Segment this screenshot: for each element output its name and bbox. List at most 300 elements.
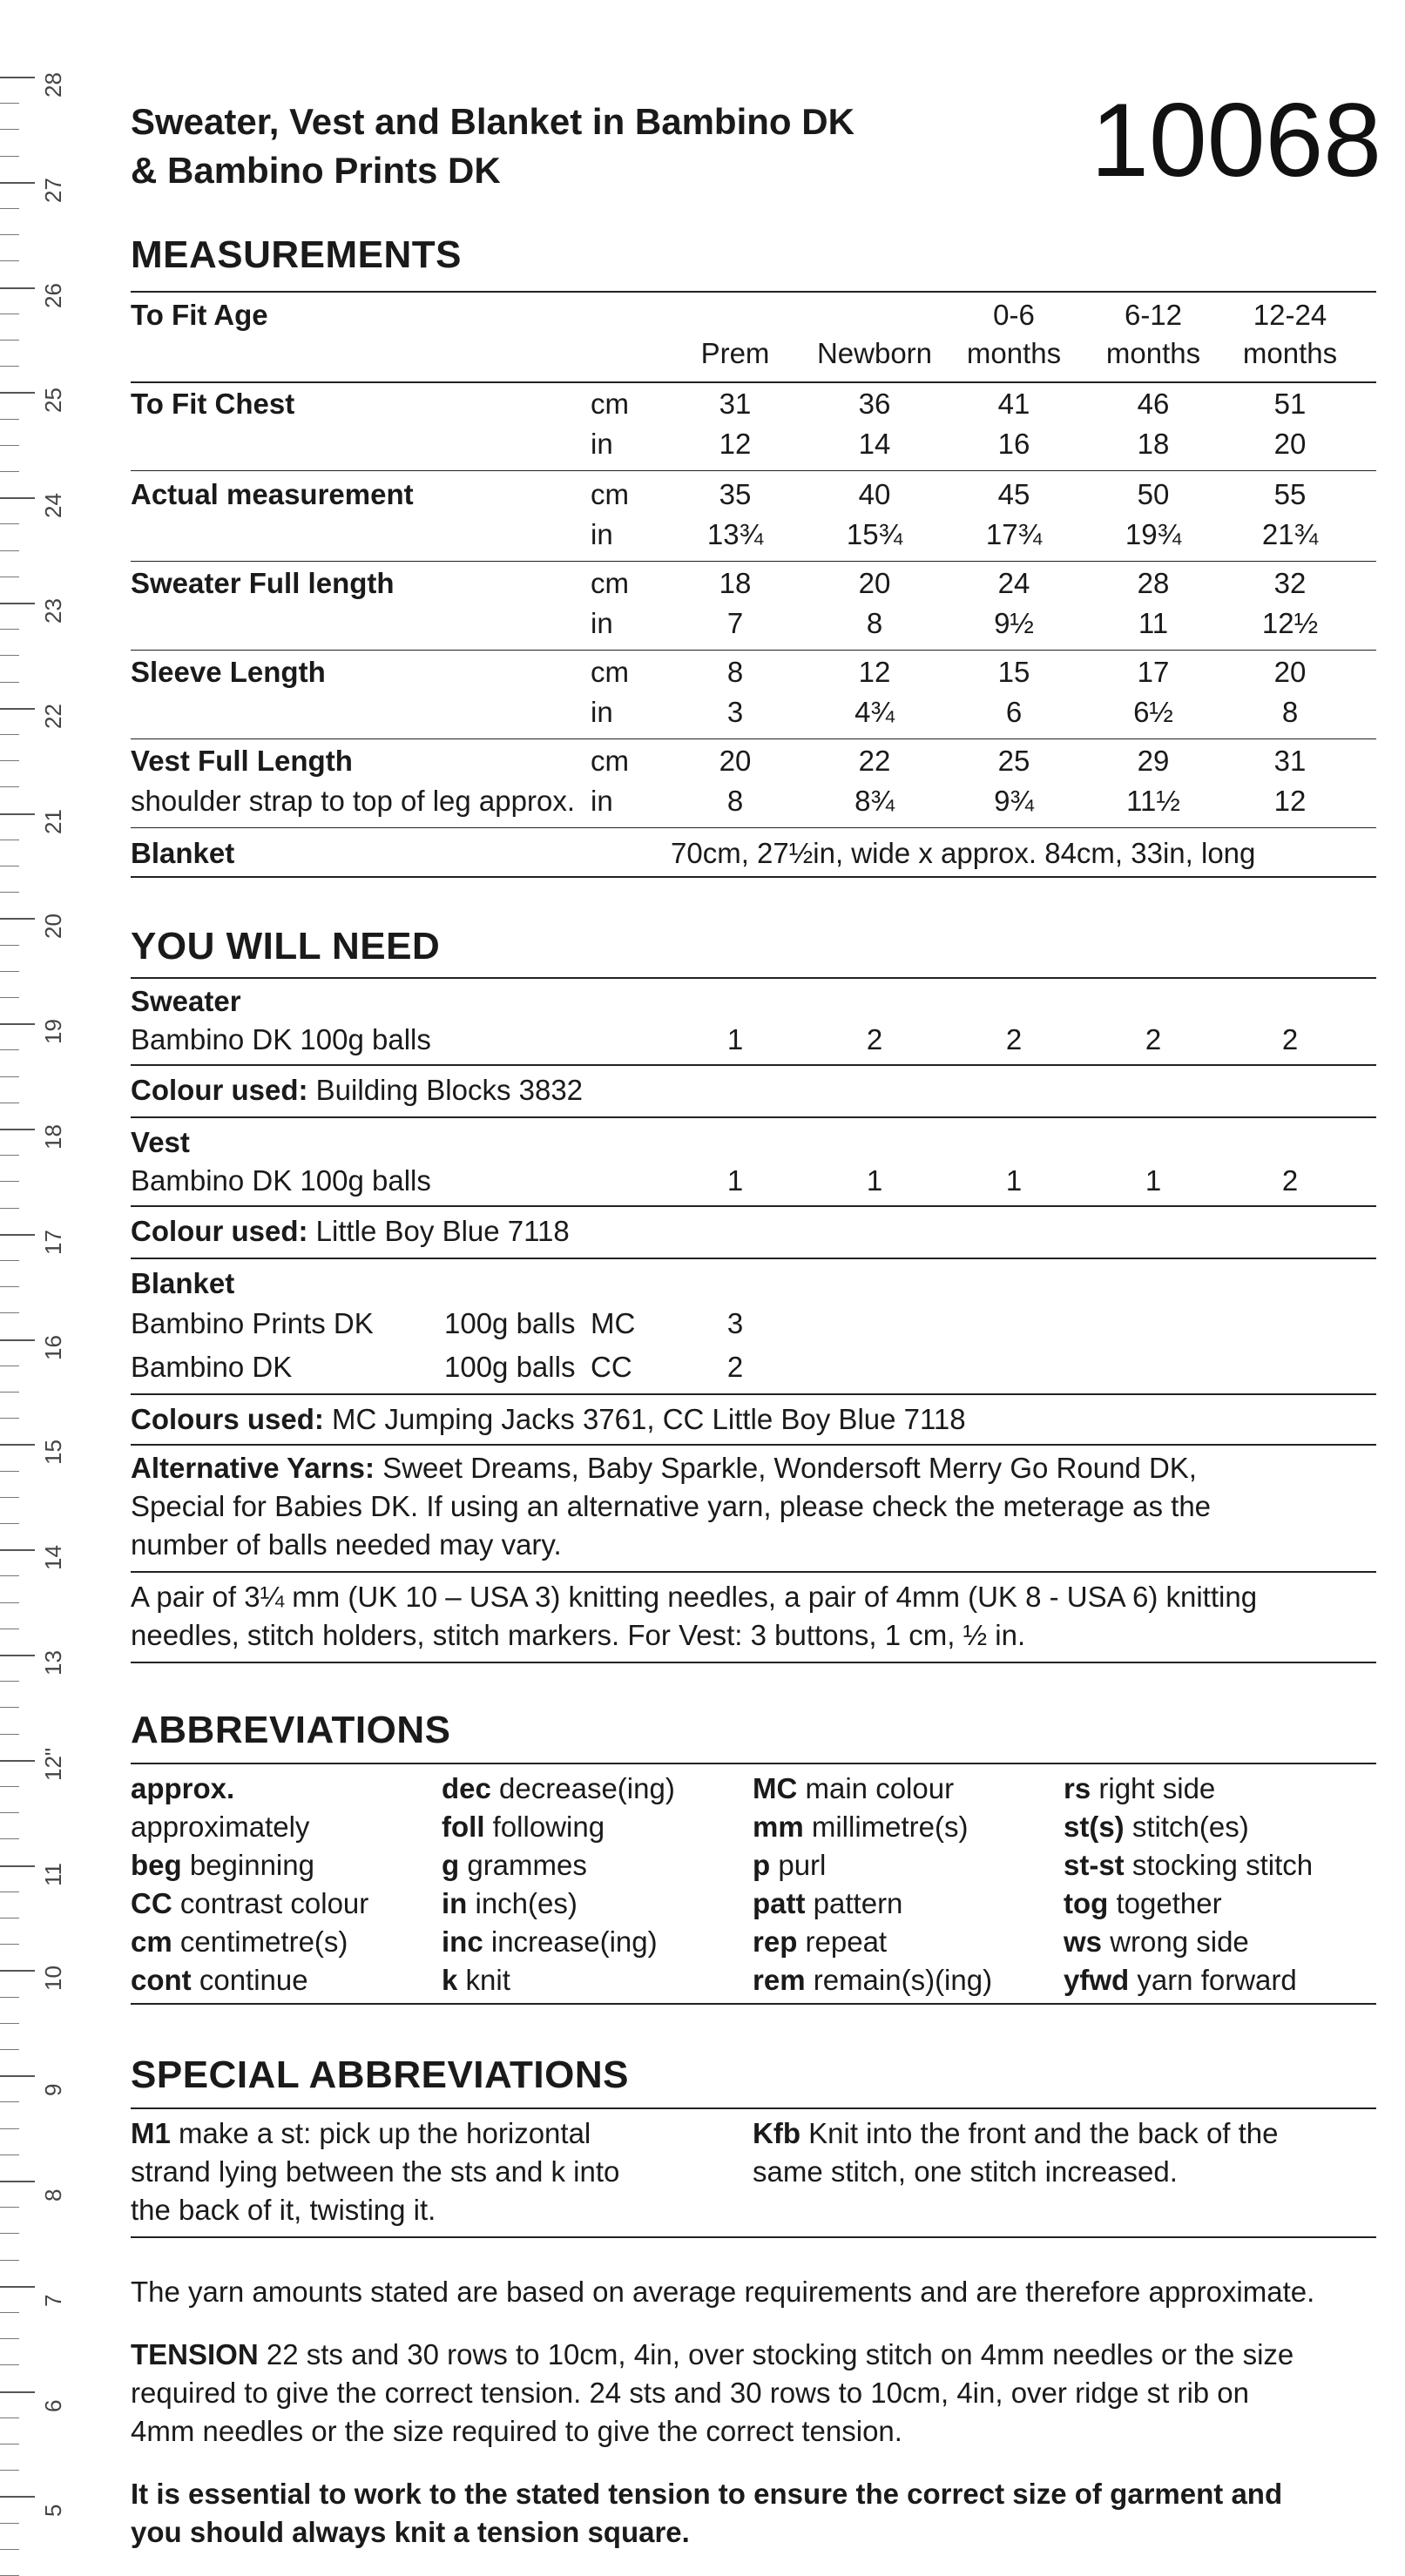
vest-yarn: Bambino DK 100g balls (131, 1164, 431, 1197)
blanket-size-value: 70cm, 27½in, wide x approx. 84cm, 33in, long (671, 837, 1256, 869)
ruler-minor-tick (0, 2338, 19, 2339)
abbreviation-term: k (442, 1964, 458, 1996)
measurement-cm-value: 12 (858, 656, 891, 688)
yarn-note: The yarn amounts stated are based on average requirements and are therefore approximate. (131, 2276, 1315, 2308)
abbreviation-meaning: right side (1091, 1772, 1216, 1804)
abbreviation-entry (1064, 1923, 1249, 1961)
divider (131, 1258, 1376, 1259)
sweater-qty: 1 (726, 1023, 744, 1055)
alternative-yarns-line-2: Special for Babies DK. If using an alternative yarn, please check the meterage as the (131, 1490, 1212, 1522)
ruler-minor-tick (0, 103, 19, 104)
title-line-1: Sweater, Vest and Blanket in Bambino DK (131, 101, 854, 142)
blanket-colours (131, 1400, 966, 1439)
abbreviation-meaning: wrong side (1102, 1925, 1249, 1958)
age-header-top: 12-24 (1253, 299, 1327, 331)
measurement-in-value: 6½ (1133, 696, 1173, 728)
ruler-minor-tick (0, 1786, 19, 1787)
abbreviation-term: p (753, 1849, 771, 1881)
ruler-tick (0, 1444, 35, 1446)
measurements-heading: MEASUREMENTS (131, 233, 463, 276)
abbreviation-meaning: approximately (131, 1811, 310, 1843)
measurement-cm-value: 25 (997, 745, 1030, 777)
vest-qty: 2 (1281, 1164, 1299, 1197)
ruler-minor-tick (0, 2364, 19, 2365)
ruler-minor-tick (0, 2444, 19, 2445)
abbreviation-meaning: stocking stitch (1124, 1849, 1314, 1881)
alternative-yarns (131, 1449, 1197, 1487)
ruler-tick (0, 603, 35, 604)
ruler-minor-tick (0, 1707, 19, 1708)
abbreviation-term: in (442, 1887, 468, 1919)
measurement-in-value: 4¾ (854, 696, 895, 728)
measurement-in-value: 9½ (994, 607, 1034, 639)
divider (131, 1444, 1376, 1446)
abbreviation-term: ws (1064, 1925, 1103, 1958)
ruler-minor-tick (0, 1997, 19, 1998)
ruler-minor-tick (0, 1286, 19, 1287)
abbreviation-entry (131, 1770, 234, 1808)
abbreviation-meaning: pattern (805, 1887, 903, 1919)
abbreviation-term: rem (753, 1964, 806, 1996)
ruler-minor-tick (0, 366, 19, 367)
blanket-yarn-1-qty: 3 (726, 1307, 744, 1339)
divider (131, 1064, 1376, 1066)
measurement-cm-value: 50 (1137, 478, 1170, 510)
abbreviation-entry (131, 1846, 314, 1885)
ruler-tick (0, 1865, 35, 1867)
ruler-minor-tick (0, 208, 19, 209)
blanket-yarn-1-code: MC (591, 1307, 636, 1339)
measurement-cm-value: 46 (1137, 388, 1170, 420)
special-abbreviations-heading: SPECIAL ABBREVIATIONS (131, 2053, 629, 2096)
measurement-in-value: 9¾ (994, 785, 1034, 817)
m1-line-3: the back of it, twisting it. (131, 2194, 436, 2226)
ruler-tick (0, 1655, 35, 1656)
measurement-in-value: 8¾ (854, 785, 895, 817)
abbreviation-meaning: centimetre(s) (172, 1925, 348, 1958)
abbreviation-entry (753, 1808, 969, 1846)
ruler-tick (0, 182, 35, 184)
ruler-number: 5 (40, 2504, 66, 2518)
age-header-bottom: Prem (700, 337, 770, 369)
ruler-number: 25 (40, 388, 66, 414)
measurement-cm-value: 41 (997, 388, 1030, 420)
ruler-minor-tick (0, 2023, 19, 2024)
unit-cm: cm (591, 567, 629, 599)
alternative-yarns-line-1: Sweet Dreams, Baby Sparkle, Wondersoft Merry Go Round DK, (375, 1452, 1197, 1484)
ruler-number: 26 (40, 282, 66, 308)
measurement-cm-value: 28 (1137, 567, 1170, 599)
divider (131, 2107, 1376, 2109)
abbreviation-meaning: millimetre(s) (803, 1811, 969, 1843)
colour-used-value: Building Blocks 3832 (307, 1074, 584, 1106)
title-line-2: & Bambino Prints DK (131, 150, 501, 191)
vest-colour (131, 1212, 570, 1251)
measurement-cm-value: 20 (858, 567, 891, 599)
measurement-in-value: 17¾ (985, 518, 1043, 550)
colours-used-label: Colours used: (131, 1403, 324, 1435)
m1-line-1: make a st: pick up the horizontal (170, 2117, 591, 2149)
divider (131, 2236, 1376, 2238)
ruler-minor-tick (0, 1812, 19, 1813)
measurement-cm-value: 20 (1273, 656, 1307, 688)
abbreviation-meaning: grammes (459, 1849, 587, 1881)
ruler-number: 27 (40, 177, 66, 203)
divider (131, 2003, 1376, 2005)
abbreviation-entry (1064, 1770, 1215, 1808)
ruler-minor-tick (0, 129, 19, 130)
abbreviation-term: st-st (1064, 1849, 1125, 1881)
abbreviation-meaning: following (484, 1811, 605, 1843)
divider (131, 291, 1376, 293)
ruler-tick (0, 1129, 35, 1130)
ruler-tick (0, 1234, 35, 1236)
measurement-in-value: 11 (1138, 607, 1169, 639)
divider (131, 1662, 1376, 1663)
vest-label: Vest (131, 1126, 190, 1158)
measurement-label: Sweater Full length (131, 567, 395, 599)
measurement-in-value: 15¾ (846, 518, 903, 550)
abbreviation-entry (442, 1770, 675, 1808)
m1-definition (131, 2114, 591, 2153)
ruler-minor-tick (0, 1602, 19, 1603)
colours-used-value: MC Jumping Jacks 3761, CC Little Boy Blue 7118 (323, 1403, 966, 1435)
abbreviation-entry (131, 1923, 348, 1961)
kfb-definition (753, 2114, 1279, 2153)
age-header-bottom: Newborn (816, 337, 933, 369)
blanket-label: Blanket (131, 1267, 235, 1299)
tension-line-1 (131, 2336, 1294, 2374)
age-header-bottom: months (1105, 337, 1201, 369)
abbreviation-entry (753, 1770, 954, 1808)
you-will-need-heading: YOU WILL NEED (131, 925, 441, 968)
abbreviation-term: beg (131, 1849, 182, 1881)
abbreviation-entry (753, 1846, 826, 1885)
unit-in: in (591, 696, 613, 728)
measurement-cm-value: 31 (719, 388, 752, 420)
ruler-number: 12" (40, 1747, 66, 1781)
age-header-top: 0-6 (993, 299, 1035, 331)
ruler-minor-tick (0, 2049, 19, 2050)
measurement-in-value: 21¾ (1261, 518, 1319, 550)
divider (131, 1393, 1376, 1395)
abbreviation-term: MC (753, 1772, 798, 1804)
measurement-in-value: 18 (1137, 428, 1170, 460)
measurement-sublabel: shoulder strap to top of leg approx. (131, 785, 575, 817)
ruler-minor-tick (0, 550, 19, 551)
abbreviation-term: rep (753, 1925, 798, 1958)
abbreviation-entry (1064, 1808, 1249, 1846)
ruler-minor-tick (0, 734, 19, 735)
measurement-in-value: 7 (726, 607, 744, 639)
measurement-in-value: 8 (866, 607, 883, 639)
ruler-number: 19 (40, 1019, 66, 1045)
ruler-minor-tick (0, 760, 19, 761)
ruler-minor-tick (0, 523, 19, 524)
ruler-minor-tick (0, 234, 19, 235)
ruler-number: 28 (40, 72, 66, 98)
vest-qty: 1 (866, 1164, 883, 1197)
measurement-in-value: 19¾ (1125, 518, 1182, 550)
ruler-minor-tick (0, 866, 19, 867)
ruler-minor-tick (0, 997, 19, 998)
abbreviation-meaning: together (1108, 1887, 1222, 1919)
ruler-minor-tick (0, 682, 19, 683)
kfb-label: Kfb (753, 2117, 800, 2149)
ruler-minor-tick (0, 1392, 19, 1393)
ruler-minor-tick (0, 1523, 19, 1524)
ruler-minor-tick (0, 2101, 19, 2102)
ruler-tick (0, 1339, 35, 1341)
abbreviation-term: st(s) (1064, 1811, 1125, 1843)
measurement-in-value: 8 (1281, 696, 1299, 728)
ruler-minor-tick (0, 1312, 19, 1313)
abbreviation-meaning: main colour (797, 1772, 955, 1804)
ruler-minor-tick (0, 1575, 19, 1576)
abbreviation-entry (442, 1808, 605, 1846)
ruler-minor-tick (0, 260, 19, 261)
abbreviation-term: approx. (131, 1772, 235, 1804)
age-header-top: 6-12 (1124, 299, 1183, 331)
measurement-label: To Fit Chest (131, 388, 295, 420)
abbreviation-entry (442, 1961, 510, 1999)
measurement-cm-value: 31 (1273, 745, 1307, 777)
abbreviation-term: yfwd (1064, 1964, 1130, 1996)
pattern-title (131, 98, 854, 195)
unit-cm: cm (591, 388, 629, 420)
measurement-cm-value: 40 (858, 478, 891, 510)
sweater-qty: 2 (866, 1023, 883, 1055)
sweater-label: Sweater (131, 985, 241, 1017)
ruler-minor-tick (0, 2523, 19, 2524)
abbreviation-term: cont (131, 1964, 192, 1996)
ruler-minor-tick (0, 1497, 19, 1498)
age-header-bottom: months (966, 337, 1062, 369)
measurement-in-value: 14 (858, 428, 891, 460)
vest-qty: 1 (726, 1164, 744, 1197)
divider (131, 977, 1376, 979)
measurement-cm-value: 24 (997, 567, 1030, 599)
abbreviation-meaning: decrease(ing) (490, 1772, 675, 1804)
age-label: To Fit Age (131, 299, 268, 331)
ruler-tick (0, 1549, 35, 1551)
measurement-in-value: 11½ (1126, 785, 1180, 817)
abbreviation-entry (753, 1961, 992, 1999)
ruler-number: 8 (40, 2188, 66, 2202)
ruler-tick (0, 813, 35, 815)
measurement-cm-value: 8 (726, 656, 744, 688)
ruler-minor-tick (0, 471, 19, 472)
essential-line-1: It is essential to work to the stated tension to ensure the correct size of garment and (131, 2478, 1283, 2510)
essential-line-2: you should always knit a tension square. (131, 2516, 690, 2548)
unit-cm: cm (591, 745, 629, 777)
measurement-cm-value: 35 (719, 478, 752, 510)
colour-used-label: Colour used: (131, 1074, 308, 1106)
ruler-minor-tick (0, 2128, 19, 2129)
blanket-size-label: Blanket (131, 837, 235, 869)
ruler-tick (0, 1970, 35, 1972)
abbreviation-meaning: yarn forward (1129, 1964, 1297, 1996)
ruler-number: 11 (40, 1862, 66, 1886)
abbreviation-entry (1064, 1961, 1297, 1999)
ruler-number: 14 (40, 1545, 66, 1571)
ruler-minor-tick (0, 945, 19, 946)
abbreviation-term: g (442, 1849, 460, 1881)
kfb-line-2: same stitch, one stitch increased. (753, 2155, 1178, 2188)
ruler-tick (0, 392, 35, 394)
blanket-yarn-2: Bambino DK (131, 1351, 293, 1383)
ruler-tick (0, 2391, 35, 2393)
ruler-minor-tick (0, 1260, 19, 1261)
blanket-yarn-1-weight: 100g balls (444, 1307, 576, 1339)
measurement-in-value: 13¾ (706, 518, 764, 550)
abbreviation-entry (131, 1885, 368, 1923)
abbreviation-meaning: increase(ing) (483, 1925, 658, 1958)
abbreviation-entry (442, 1885, 578, 1923)
unit-in: in (591, 607, 613, 639)
measurement-in-value: 6 (1005, 696, 1023, 728)
abbreviation-entry (1064, 1885, 1222, 1923)
ruler-number: 15 (40, 1440, 66, 1466)
divider (131, 1205, 1376, 1207)
abbreviation-term: patt (753, 1887, 806, 1919)
ruler-minor-tick (0, 2260, 19, 2261)
kfb-line-1: Knit into the front and the back of the (800, 2117, 1279, 2149)
abbreviation-term: cm (131, 1925, 172, 1958)
measurement-in-value: 8 (726, 785, 744, 817)
sweater-colour (131, 1071, 583, 1109)
ruler-minor-tick (0, 1181, 19, 1182)
ruler-number: 6 (40, 2399, 66, 2412)
abbreviation-entry (442, 1846, 587, 1885)
abbreviation-meaning: continue (191, 1964, 308, 1996)
tension-text: 22 sts and 30 rows to 10cm, 4in, over stocking stitch on 4mm needles or the size (258, 2338, 1294, 2370)
abbreviation-meaning: contrast colour (172, 1887, 369, 1919)
blanket-yarn-2-qty: 2 (726, 1351, 744, 1383)
unit-cm: cm (591, 656, 629, 688)
measurement-label: Actual measurement (131, 478, 414, 510)
sweater-qty: 2 (1281, 1023, 1299, 1055)
ruler-tick (0, 1023, 35, 1025)
measurement-in-value: 12 (1273, 785, 1307, 817)
ruler-number: 13 (40, 1650, 66, 1676)
divider (131, 470, 1376, 471)
m1-label: M1 (131, 2117, 171, 2149)
abbreviation-entry (131, 1961, 308, 1999)
measurement-in-value: 12 (719, 428, 752, 460)
divider (131, 738, 1376, 739)
ruler-minor-tick (0, 1049, 19, 1050)
ruler-number: 24 (40, 493, 66, 519)
ruler-minor-tick (0, 156, 19, 157)
ruler-minor-tick (0, 629, 19, 630)
measurement-label: Vest Full Length (131, 745, 353, 777)
edge-ruler (0, 0, 70, 2565)
vest-qty: 1 (1145, 1164, 1162, 1197)
ruler-tick (0, 287, 35, 289)
abbreviation-entry (753, 1923, 887, 1961)
ruler-tick (0, 1760, 35, 1762)
ruler-minor-tick (0, 971, 19, 972)
abbreviation-term: inc (442, 1925, 483, 1958)
alternative-yarns-label: Alternative Yarns: (131, 1452, 375, 1484)
unit-in: in (591, 428, 613, 460)
sweater-yarn: Bambino DK 100g balls (131, 1023, 431, 1055)
abbreviation-meaning: purl (770, 1849, 827, 1881)
alternative-yarns-line-3: number of balls needed may vary. (131, 1528, 562, 1561)
measurement-label: Sleeve Length (131, 656, 326, 688)
sweater-qty: 2 (1005, 1023, 1023, 1055)
ruler-number: 17 (40, 1229, 66, 1255)
ruler-minor-tick (0, 1471, 19, 1472)
abbreviation-term: mm (753, 1811, 804, 1843)
ruler-minor-tick (0, 892, 19, 893)
measurement-cm-value: 15 (997, 656, 1030, 688)
m1-line-2: strand lying between the sts and k into (131, 2155, 620, 2188)
age-header-bottom: months (1242, 337, 1338, 369)
ruler-tick (0, 497, 35, 499)
needles-line-1: A pair of 3¼ mm (UK 10 – USA 3) knitting needles, a pair of 4mm (UK 8 - USA 6) knitting (131, 1581, 1258, 1613)
tension-line-2: required to give the correct tension. 24 sts and 30 rows to 10cm, 4in, over ridge st rib on (131, 2377, 1250, 2409)
abbreviation-term: rs (1064, 1772, 1091, 1804)
ruler-minor-tick (0, 340, 19, 341)
ruler-number: 10 (40, 1966, 66, 1992)
ruler-minor-tick (0, 655, 19, 656)
abbreviation-meaning: knit (457, 1964, 510, 1996)
tension-line-3: 4mm needles or the size required to give the correct tension. (131, 2415, 902, 2447)
ruler-minor-tick (0, 1418, 19, 1419)
abbreviations-heading: ABBREVIATIONS (131, 1709, 451, 1751)
ruler-minor-tick (0, 2549, 19, 2550)
ruler-number: 18 (40, 1124, 66, 1150)
measurement-in-value: 16 (997, 428, 1030, 460)
divider (131, 381, 1376, 383)
ruler-minor-tick (0, 445, 19, 446)
measurement-cm-value: 45 (997, 478, 1030, 510)
abbreviation-term: dec (442, 1772, 491, 1804)
abbreviation-entry (753, 1885, 902, 1923)
measurement-in-value: 3 (726, 696, 744, 728)
ruler-tick (0, 918, 35, 920)
blanket-yarn-2-weight: 100g balls (444, 1351, 576, 1383)
vest-qty: 1 (1005, 1164, 1023, 1197)
abbreviation-entry (1064, 1846, 1313, 1885)
ruler-minor-tick (0, 2312, 19, 2313)
measurement-cm-value: 17 (1137, 656, 1170, 688)
ruler-tick (0, 2496, 35, 2498)
measurement-cm-value: 51 (1273, 388, 1307, 420)
divider (131, 827, 1376, 828)
ruler-minor-tick (0, 1734, 19, 1735)
ruler-minor-tick (0, 2207, 19, 2208)
ruler-tick (0, 2075, 35, 2077)
ruler-minor-tick (0, 786, 19, 787)
ruler-number: 21 (40, 808, 66, 834)
divider (131, 1571, 1376, 1573)
ruler-minor-tick (0, 419, 19, 420)
abbreviation-term: CC (131, 1887, 172, 1919)
colour-used-value: Little Boy Blue 7118 (307, 1215, 570, 1247)
abbreviation-entry (131, 1808, 309, 1846)
ruler-number: 20 (40, 914, 66, 940)
ruler-tick (0, 2286, 35, 2288)
ruler-minor-tick (0, 1838, 19, 1839)
ruler-number: 22 (40, 703, 66, 729)
abbreviation-term: tog (1064, 1887, 1109, 1919)
measurement-cm-value: 20 (719, 745, 752, 777)
abbreviation-term: foll (442, 1811, 485, 1843)
ruler-minor-tick (0, 1944, 19, 1945)
